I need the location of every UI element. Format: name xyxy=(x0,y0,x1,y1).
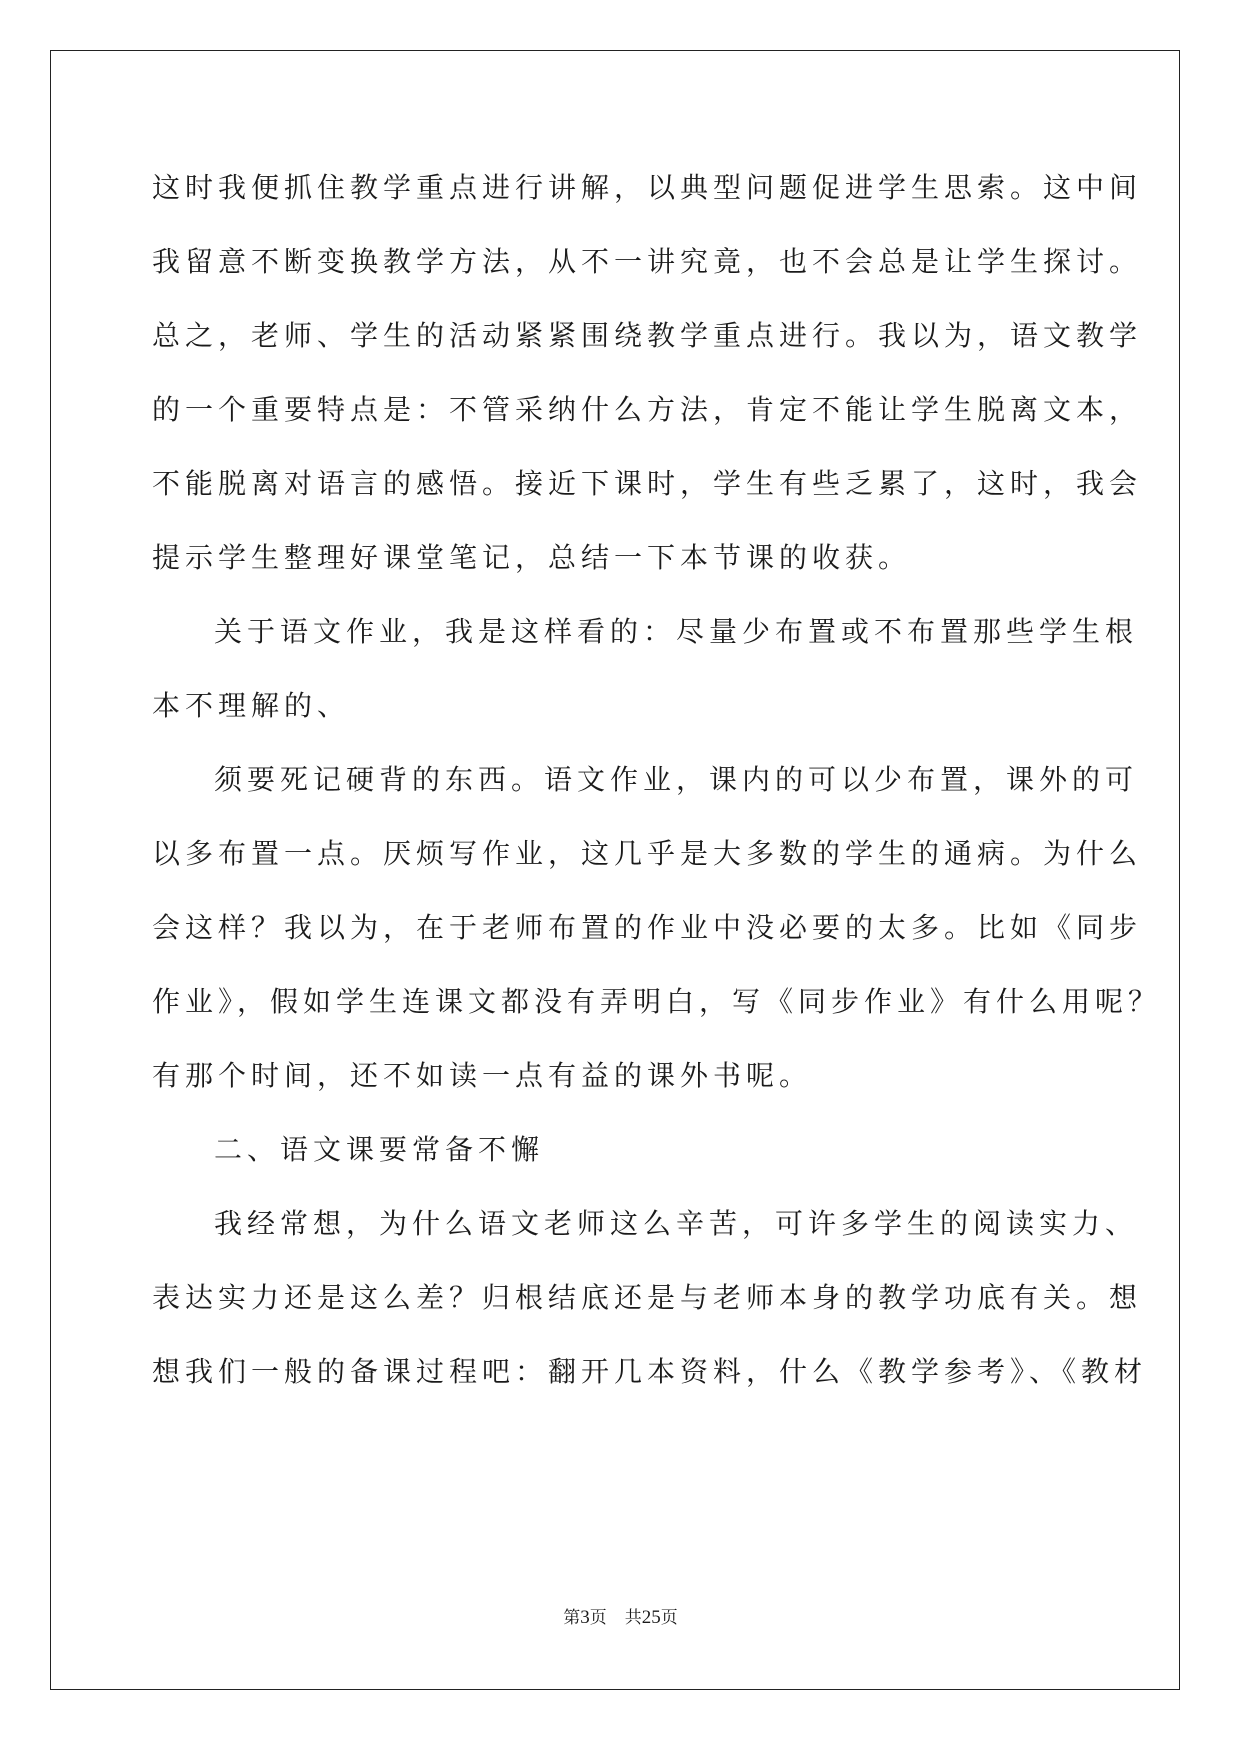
body-line: 不能脱离对语言的感悟。接近下课时，学生有些乏累了，这时，我会 xyxy=(152,467,1143,500)
page-footer xyxy=(0,1607,1241,1629)
total-label-prefix: 共 xyxy=(624,1608,642,1628)
body-line: 本不理解的、 xyxy=(152,689,351,722)
paragraph-first-line: 须要死记硬背的东西。语文作业，课内的可以少布置，课外的可 xyxy=(214,763,1139,796)
body-line: 这时我便抓住教学重点进行讲解，以典型问题促进学生思索。这中间 xyxy=(152,171,1143,204)
body-line: 以多布置一点。厌烦写作业，这几乎是大多数的学生的通病。为什么 xyxy=(152,837,1143,870)
page-label-prefix: 第 xyxy=(563,1608,581,1628)
body-line: 会这样？我以为，在于老师布置的作业中没必要的太多。比如《同步 xyxy=(152,911,1143,944)
paragraph-first-line: 关于语文作业，我是这样看的：尽量少布置或不布置那些学生根 xyxy=(214,615,1139,648)
body-line: 总之，老师、学生的活动紧紧围绕教学重点进行。我以为，语文教学 xyxy=(152,319,1143,352)
total-pages: 25 xyxy=(641,1607,661,1628)
body-line: 提示学生整理好课堂笔记，总结一下本节课的收获。 xyxy=(152,541,912,574)
section-heading: 二、语文课要常备不懈 xyxy=(214,1133,545,1166)
body-line: 作业》，假如学生连课文都没有弄明白，写《同步作业》有什么用呢？ xyxy=(152,985,1162,1018)
total-label-suffix: 页 xyxy=(660,1608,678,1628)
body-line: 表达实力还是这么差？归根结底还是与老师本身的教学功底有关。想 xyxy=(152,1281,1143,1314)
body-line: 的一个重要特点是：不管采纳什么方法，肯定不能让学生脱离文本， xyxy=(152,393,1143,426)
body-line: 有那个时间，还不如读一点有益的课外书呢。 xyxy=(152,1059,813,1092)
page-label-suffix: 页 xyxy=(589,1608,607,1628)
page-number: 3 xyxy=(580,1607,590,1628)
body-line: 想我们一般的备课过程吧：翻开几本资料，什么《教学参考》、《教材 xyxy=(152,1355,1148,1388)
body-line: 我留意不断变换教学方法，从不一讲究竟，也不会总是让学生探讨。 xyxy=(152,245,1143,278)
paragraph-first-line: 我经常想，为什么语文老师这么辛苦，可许多学生的阅读实力、 xyxy=(214,1207,1139,1240)
